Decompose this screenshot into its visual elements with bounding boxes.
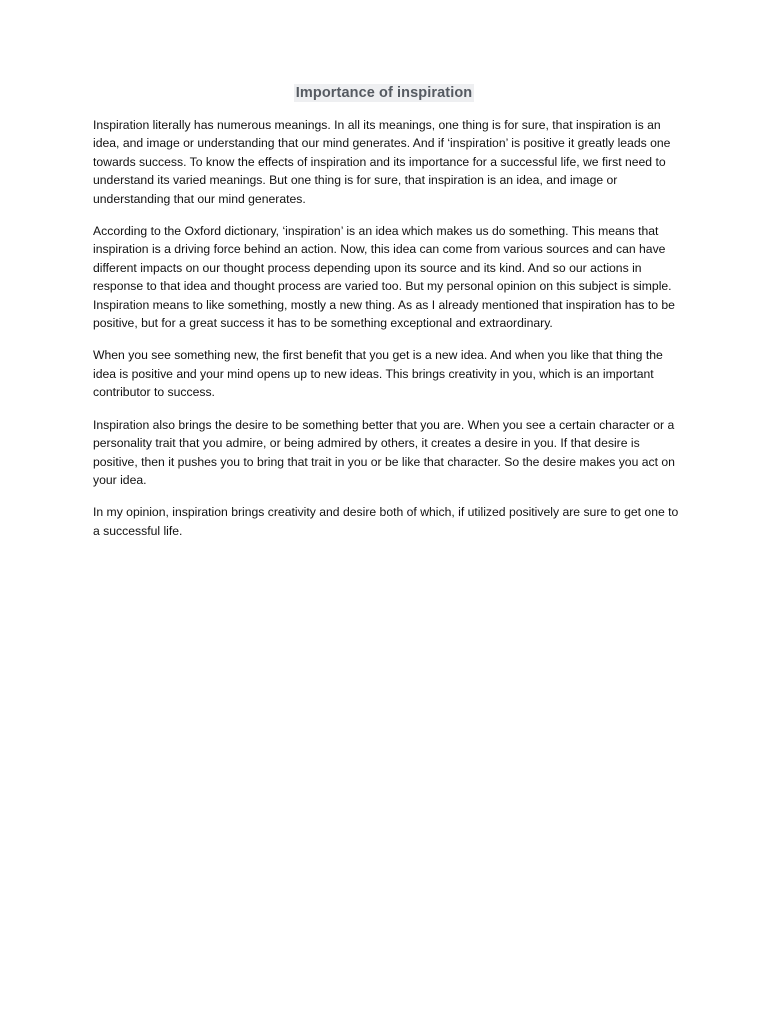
document-title: [0, 85, 768, 101]
paragraph-5: In my opinion, inspiration brings creativity and desire both of which, if utilized positively are sure to get one to a successful life.: [93, 505, 679, 538]
paragraph-1: Inspiration literally has numerous meanings. In all its meanings, one thing is for sure, that inspiration is an idea, and image or understanding that our mind generates. And if ‘inspiration’ is positive it greatly leads one towards success. To know the effects of inspiration and its importance for a successful life, we first need to understand its varied meanings. But one thing is for sure, that inspiration is an idea, and image or understanding that our mind generates.: [93, 118, 671, 206]
paragraph-3: When you see something new, the first benefit that you get is a new idea. And when you like that thing the idea is positive and your mind opens up to new ideas. This brings creativity in you, which is an important contributor to success.: [93, 348, 663, 400]
document-title-text: Importance of inspiration: [295, 85, 473, 101]
document-body: [93, 116, 683, 554]
paragraph-2: According to the Oxford dictionary, ‘inspiration’ is an idea which makes us do something. This means that inspiration is a driving force behind an action. Now, this idea can come from various sources and can have different impacts on our thought process depending upon its source and its kind. And so our actions in response to that idea and thought process are varied too. But my personal opinion on this subject is simple. Inspiration means to like something, mostly a new thing. As as I already mentioned that inspiration has to be positive, but for a great success it has to be something exceptional and extraordinary.: [93, 224, 675, 331]
paragraph-4: Inspiration also brings the desire to be something better that you are. When you see a certain character or a personality trait that you admire, or being admired by others, it creates a desire in you. If that desire is positive, then it pushes you to bring that trait in you or be like that character. So the desire makes you act on your idea.: [93, 417, 675, 487]
